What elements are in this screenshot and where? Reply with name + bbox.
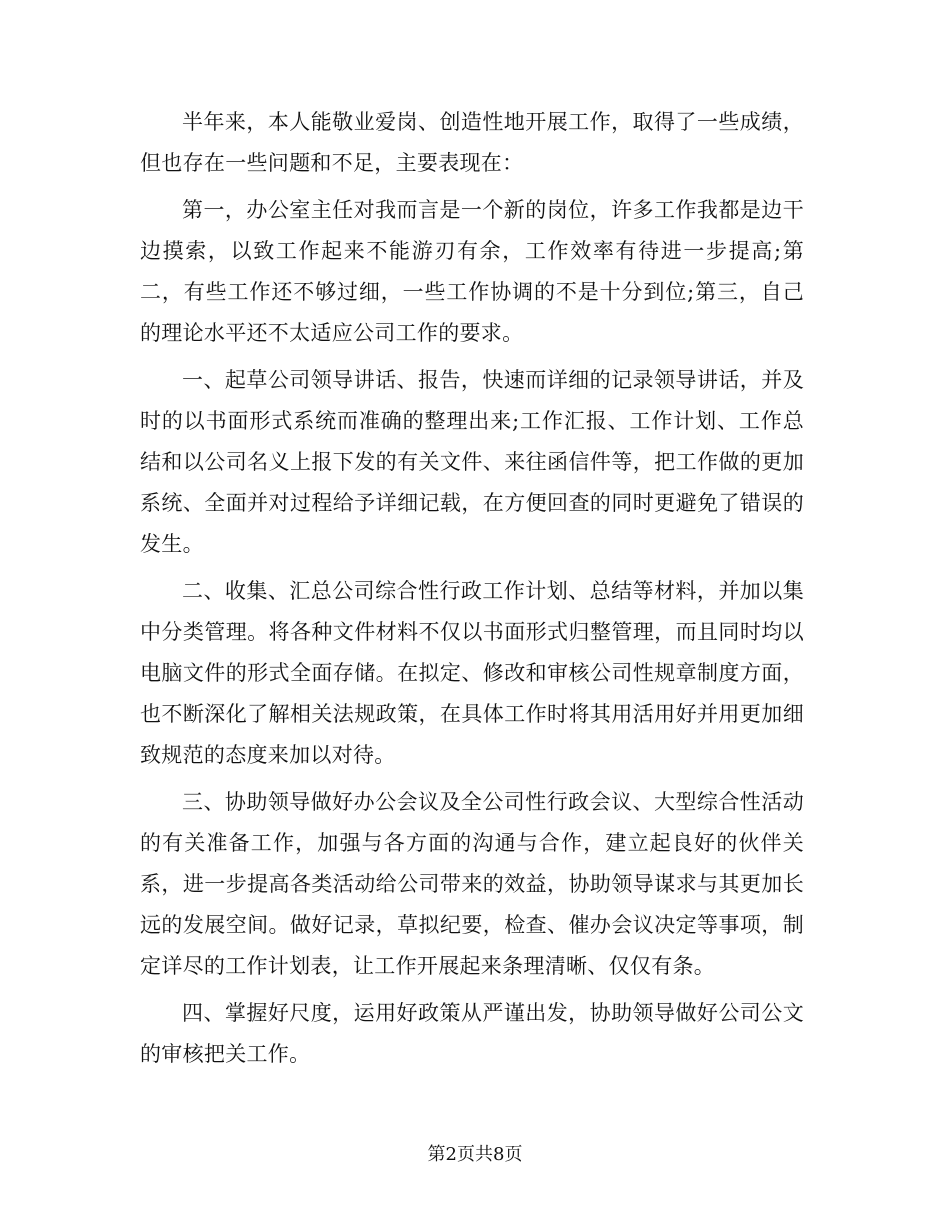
paragraph-item-1: 一、起草公司领导讲话、报告，快速而详细的记录领导讲话，并及时的以书面形式系统而准确的整理出来;工作汇报、工作计划、工作总结和以公司名义上报下发的有关文件、来往函信件等，把工作做的更加系统、全面并对过程给予详细记载，在方便回查的同时更避免了错误的发生。: [140, 368, 804, 556]
paragraph-intro: 半年来，本人能敬业爱岗、创造性地开展工作，取得了一些成绩，但也存在一些问题和不足，主要表现在：: [140, 110, 804, 175]
paragraph-item-3: 三、协助领导做好办公会议及全公司性行政会议、大型综合性活动的有关准备工作，加强与各方面的沟通与合作，建立起良好的伙伴关系，进一步提高各类活动给公司带来的效益，协助领导谋求与其更加长远的发展空间。做好记录，草拟纪要，检查、催办会议决定等事项，制定详尽的工作计划表，让工作开展起来条理清晰、仅仅有条。: [140, 790, 804, 978]
document-body: [140, 102, 804, 1081]
paragraph-item-2: 二、收集、汇总公司综合性行政工作计划、总结等材料，并加以集中分类管理。将各种文件材料不仅以书面形式归整管理，而且同时均以电脑文件的形式全面存储。在拟定、修改和审核公司性规章制度方面，也不断深化了解相关法规政策，在具体工作时将其用活用好并用更加细致规范的态度来加以对待。: [140, 579, 804, 767]
paragraph-shortcomings: 第一，办公室主任对我而言是一个新的岗位，许多工作我都是边干边摸索，以致工作起来不能游刃有余，工作效率有待进一步提高;第二，有些工作还不够过细，一些工作协调的不是十分到位;第三，自己的理论水平还不太适应公司工作的要求。: [140, 198, 804, 345]
paragraph-item-4: 四、掌握好尺度，运用好政策从严谨出发，协助领导做好公司公文的审核把关工作。: [140, 1001, 804, 1066]
page-number-footer: 第2页共8页: [427, 1144, 523, 1165]
